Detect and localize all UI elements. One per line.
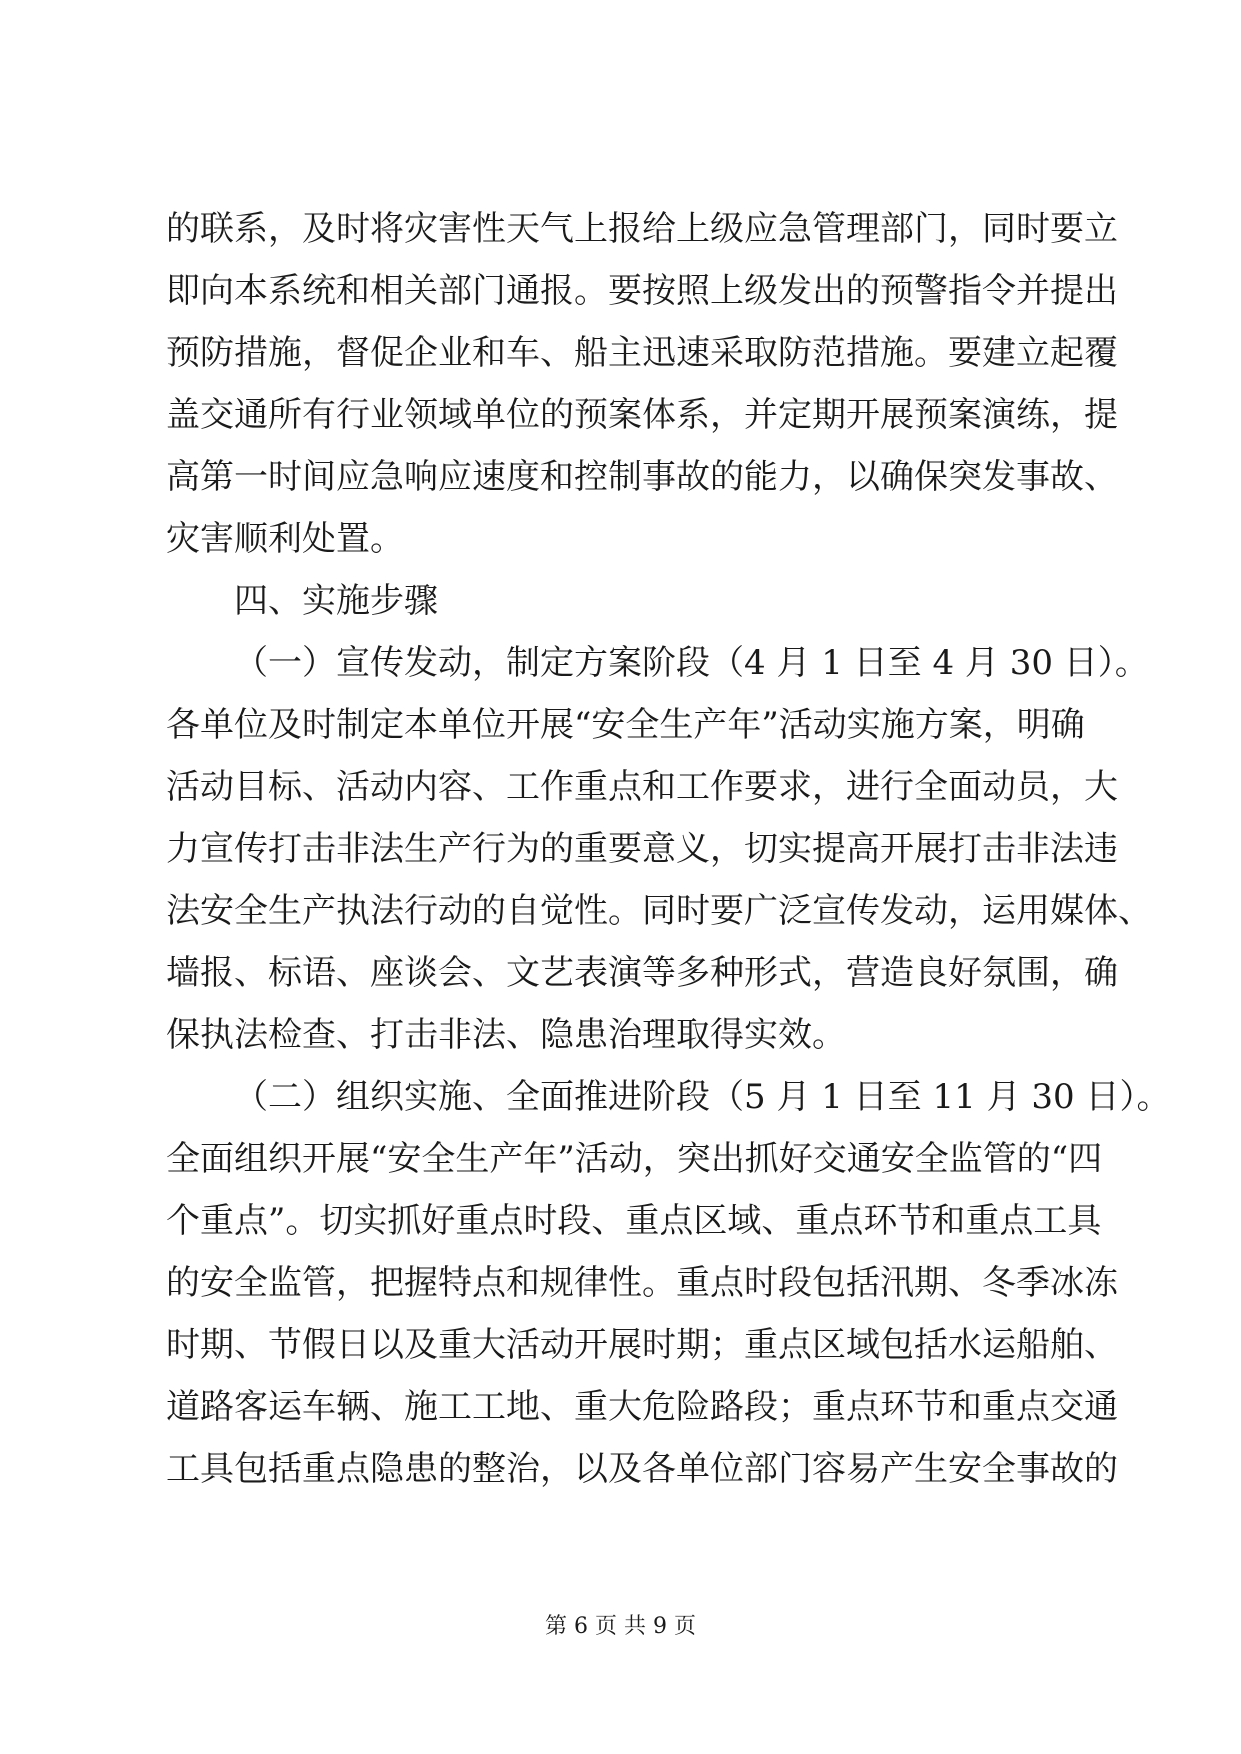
subsection-heading: （二）组织实施、全面推进阶段（5 月 1 日至 11 月 30 日）。 bbox=[234, 1077, 1171, 1117]
text-line: 墙报、标语、座谈会、文艺表演等多种形式，营造良好氛围，确 bbox=[166, 953, 1118, 993]
text-line: 法安全生产执法行动的自觉性。同时要广泛宣传发动，运用媒体、 bbox=[166, 891, 1152, 931]
text-line: 力宣传打击非法生产行为的重要意义，切实提高开展打击非法违 bbox=[166, 829, 1118, 869]
text-line: 即向本系统和相关部门通报。要按照上级发出的预警指令并提出 bbox=[166, 271, 1118, 311]
text-line: 保执法检查、打击非法、隐患治理取得实效。 bbox=[166, 1015, 846, 1055]
text-line: 道路客运车辆、施工工地、重大危险路段；重点环节和重点交通 bbox=[166, 1387, 1118, 1427]
text-line: 的联系，及时将灾害性天气上报给上级应急管理部门，同时要立 bbox=[166, 209, 1118, 249]
text-line: 的安全监管，把握特点和规律性。重点时段包括汛期、冬季冰冻 bbox=[166, 1263, 1118, 1303]
text-line: 时期、节假日以及重大活动开展时期；重点区域包括水运船舶、 bbox=[166, 1325, 1118, 1365]
text-line: 活动目标、活动内容、工作重点和工作要求，进行全面动员，大 bbox=[166, 767, 1118, 807]
text-line: 各单位及时制定本单位开展“安全生产年”活动实施方案，明确 bbox=[166, 705, 1085, 745]
section-heading: 四、实施步骤 bbox=[234, 581, 438, 621]
text-line: 盖交通所有行业领域单位的预案体系，并定期开展预案演练，提 bbox=[166, 395, 1118, 435]
text-line: 高第一时间应急响应速度和控制事故的能力，以确保突发事故、 bbox=[166, 457, 1118, 497]
text-line: 工具包括重点隐患的整治，以及各单位部门容易产生安全事故的 bbox=[166, 1449, 1118, 1489]
text-line: 个重点”。切实抓好重点时段、重点区域、重点环节和重点工具 bbox=[166, 1201, 1102, 1241]
text-line: 预防措施，督促企业和车、船主迅速采取防范措施。要建立起覆 bbox=[166, 333, 1118, 373]
page-number: 第 6 页 共 9 页 bbox=[545, 1614, 696, 1639]
subsection-heading: （一）宣传发动，制定方案阶段（4 月 1 日至 4 月 30 日）。 bbox=[234, 643, 1149, 683]
text-line: 全面组织开展“安全生产年”活动，突出抓好交通安全监管的“四 bbox=[166, 1139, 1103, 1179]
text-line: 灾害顺利处置。 bbox=[166, 519, 404, 559]
